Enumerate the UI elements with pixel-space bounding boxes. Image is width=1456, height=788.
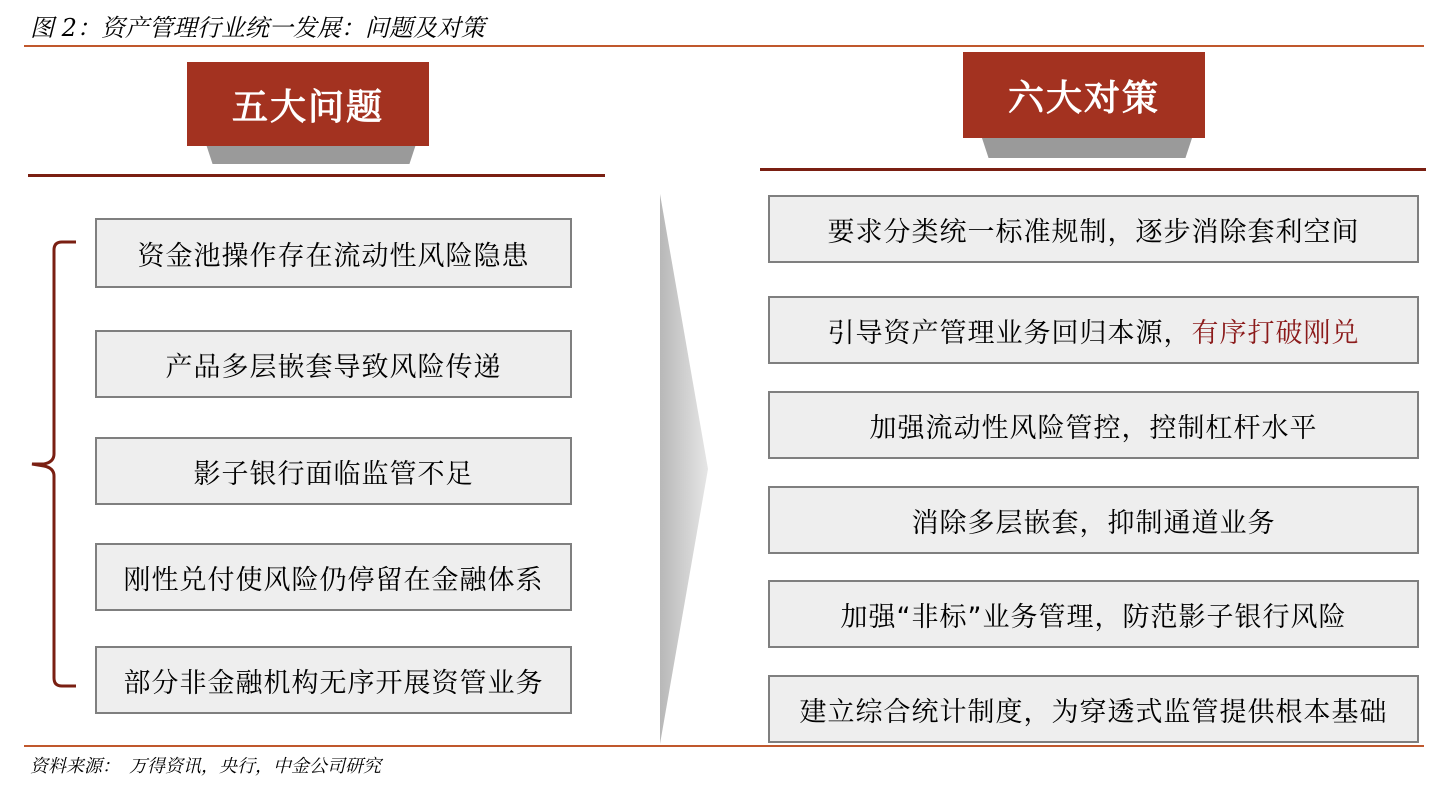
- solution-item-highlight: 有序打破刚兑: [1191, 317, 1360, 349]
- left-banner-underline: [28, 174, 605, 177]
- solution-item: 加强“非标”业务管理，防范影子银行风险: [768, 580, 1419, 648]
- right-banner: 六大对策: [963, 52, 1205, 138]
- problem-item: 影子银行面临监管不足: [95, 437, 572, 505]
- center-arrow-icon: [658, 192, 714, 746]
- bottom-rule: [24, 745, 1424, 747]
- right-banner-underline: [760, 168, 1426, 171]
- source-note: 资料来源： 万得资讯，央行，中金公司研究: [30, 756, 381, 777]
- solution-item: 建立综合统计制度，为穿透式监管提供根本基础: [768, 675, 1419, 743]
- top-rule: [24, 45, 1424, 47]
- problem-item: 产品多层嵌套导致风险传递: [95, 330, 572, 398]
- left-banner: 五大问题: [187, 62, 429, 146]
- solution-item: 要求分类统一标准规制，逐步消除套利空间: [768, 195, 1419, 263]
- problem-item: 刚性兑付使风险仍停留在金融体系: [95, 543, 572, 611]
- solution-item: [768, 296, 1419, 364]
- solution-item-text: 引导资产管理业务回归本源，: [827, 317, 1192, 349]
- problem-item: 部分非金融机构无序开展资管业务: [95, 646, 572, 714]
- problem-item: 资金池操作存在流动性风险隐患: [95, 218, 572, 288]
- solution-item: 消除多层嵌套，抑制通道业务: [768, 486, 1419, 554]
- solution-item: 加强流动性风险管控，控制杠杆水平: [768, 391, 1419, 459]
- figure-title: 图 2：资产管理行业统一发展：问题及对策: [30, 14, 485, 42]
- left-brace-icon: [24, 238, 84, 698]
